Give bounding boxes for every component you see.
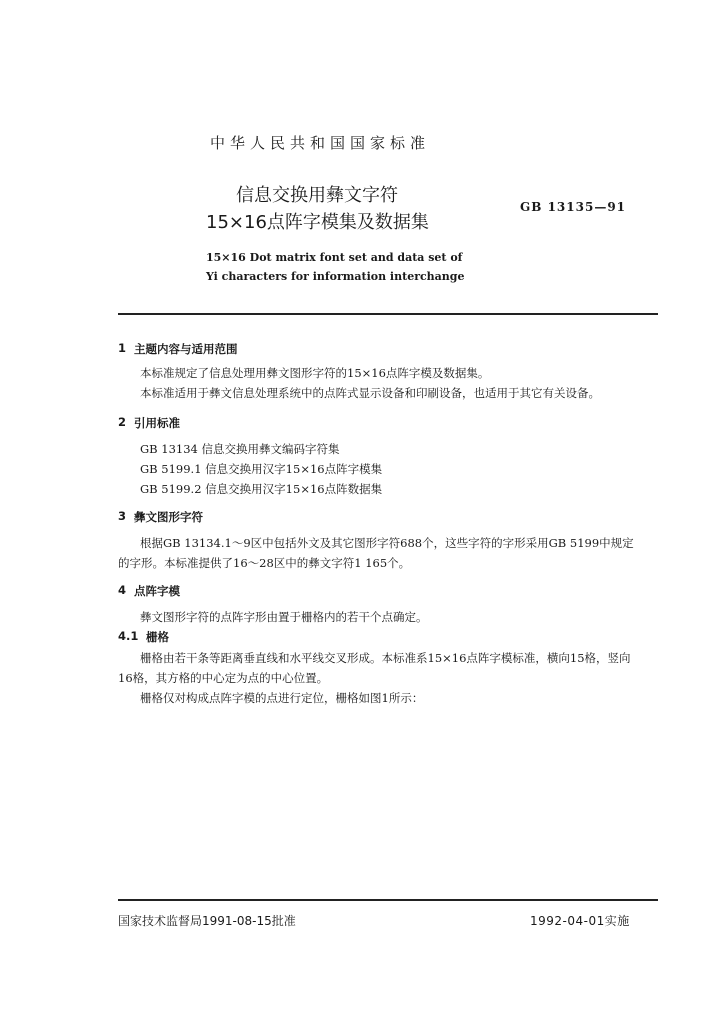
footer-divider <box>118 899 658 901</box>
reference-item: GB 5199.1 信息交换用汉字15×16点阵字模集 <box>140 462 383 476</box>
section-3-paragraph-line-1: 根据GB 13134.1～9区中包括外文及其它图形字符688个，这些字符的字形采用GB 5199中规定 <box>140 536 634 550</box>
chinese-title-line-2: 15×16点阵字模集及数据集 <box>206 212 429 233</box>
section-1-title: 主题内容与适用范围 <box>134 342 238 356</box>
section-4-1-paragraph-line-2: 16格，其方格的中心定为点的中心位置。 <box>118 671 329 685</box>
approval-date: 国家技术监督局1991-08-15批准 <box>118 914 296 928</box>
section-4-1-title: 栅格 <box>146 630 169 644</box>
english-title-line-1: 15×16 Dot matrix font set and data set of <box>206 251 463 264</box>
org-title: 中华人民共和国国家标准 <box>209 134 430 152</box>
section-3-title: 彝文图形字符 <box>134 510 203 524</box>
effective-date: 1992-04-01实施 <box>530 914 630 928</box>
section-4-number: 4 <box>118 583 127 597</box>
section-4-1-number: 4.1 <box>118 629 139 643</box>
reference-item: GB 13134 信息交换用彝文编码字符集 <box>140 442 340 456</box>
section-4-title: 点阵字模 <box>134 584 180 598</box>
section-4-1-paragraph-line-1: 栅格由若干条等距离垂直线和水平线交叉形成。本标准系15×16点阵字模标准，横向15格，竖向 <box>140 651 631 665</box>
section-1-paragraph-1: 本标准规定了信息处理用彝文图形字符的15×16点阵字模及数据集。 <box>140 366 490 380</box>
section-4-1-paragraph-2: 栅格仅对构成点阵字模的点进行定位，栅格如图1所示： <box>140 691 424 705</box>
section-2-title: 引用标准 <box>134 416 180 430</box>
section-3-number: 3 <box>118 509 127 523</box>
reference-item: GB 5199.2 信息交换用汉字15×16点阵数据集 <box>140 482 383 496</box>
chinese-title-line-1: 信息交换用彝文字符 <box>236 185 398 206</box>
section-1-paragraph-2: 本标准适用于彝文信息处理系统中的点阵式显示设备和印刷设备，也适用于其它有关设备。 <box>140 386 600 400</box>
header-divider <box>118 313 658 315</box>
standard-code: GB 13135—91 <box>520 200 627 214</box>
english-title-line-2: Yi characters for information interchange <box>206 270 465 283</box>
section-4-paragraph-1: 彝文图形字符的点阵字形由置于栅格内的若干个点确定。 <box>140 610 428 624</box>
section-3-paragraph-line-2: 的字形。本标准提供了16～28区中的彝文字符1 165个。 <box>118 556 411 570</box>
section-2-number: 2 <box>118 415 127 429</box>
section-1-number: 1 <box>118 341 127 355</box>
